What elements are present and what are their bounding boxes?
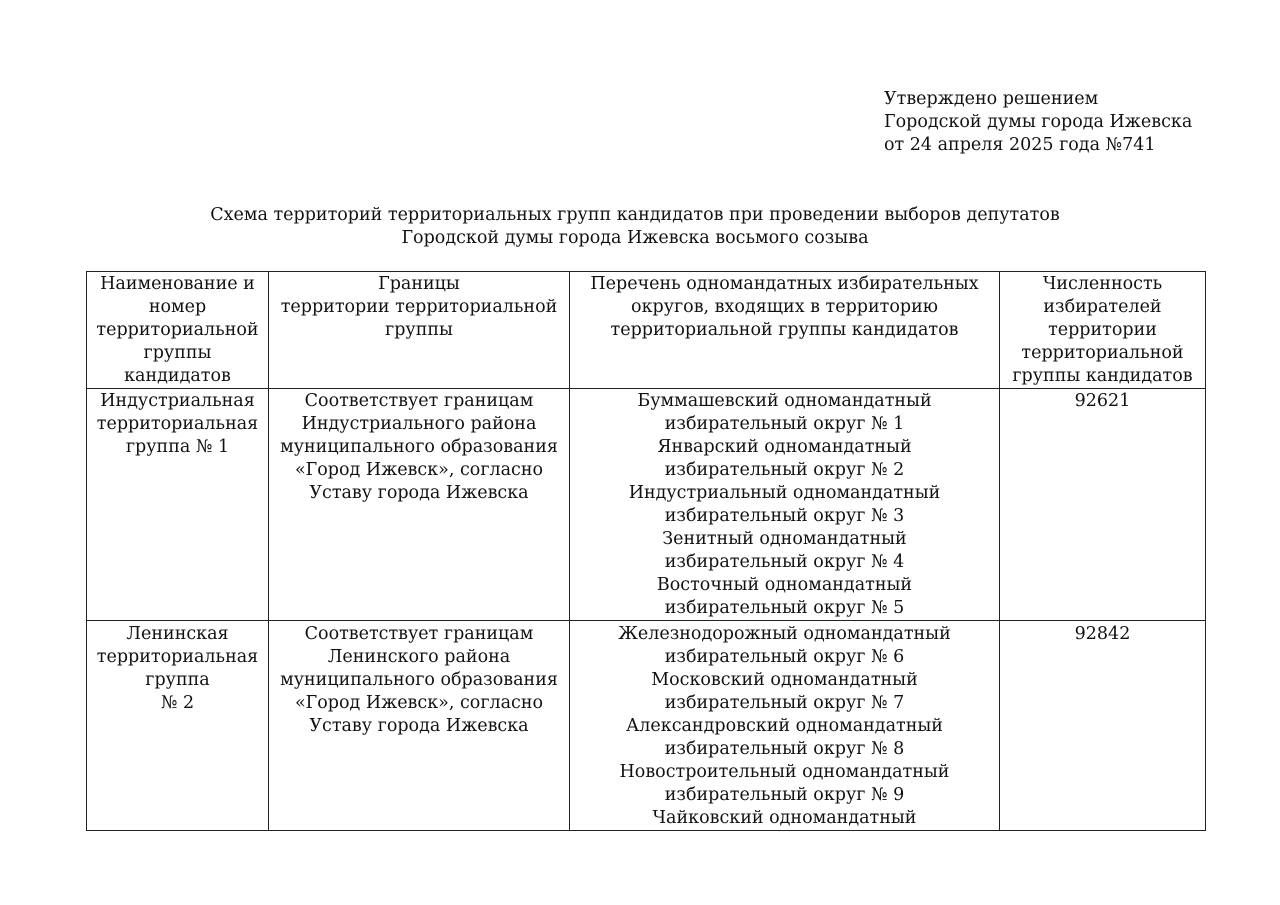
district-list-cell xyxy=(570,621,1000,831)
bounds-line: «Город Ижевск», согласно xyxy=(294,460,544,480)
district-line: избирательный округ № 4 xyxy=(664,552,905,572)
district-line: Чайковский одномандатный xyxy=(652,808,917,828)
header-count-line: Численность xyxy=(1042,274,1163,294)
bounds-line: Соответствует границам xyxy=(304,624,534,644)
district-list-cell xyxy=(570,389,1000,621)
district-line: Индустриальный одномандатный xyxy=(628,483,941,503)
header-bounds xyxy=(269,272,570,389)
territories-table xyxy=(86,271,1206,831)
district-line: Московский одномандатный xyxy=(651,670,918,690)
district-line: Буммашевский одномандатный xyxy=(637,391,932,411)
approval-stamp xyxy=(884,88,1192,157)
district-line: Железнодорожный одномандатный xyxy=(618,624,951,644)
document-title-line-2: Городской думы города Ижевска восьмого созыва xyxy=(401,228,869,248)
bounds-line: Уставу города Ижевска xyxy=(309,716,529,736)
district-line: избирательный округ № 7 xyxy=(664,693,905,713)
document-title xyxy=(0,204,1270,250)
header-name-line: группы xyxy=(143,343,212,363)
header-district-list xyxy=(570,272,1000,389)
header-count-line: группы кандидатов xyxy=(1012,366,1193,386)
header-bounds-line: Границы xyxy=(378,274,460,294)
bounds-line: муниципального образования xyxy=(280,670,558,690)
table-row xyxy=(87,389,1206,621)
header-list-line: территориальной группы кандидатов xyxy=(610,320,959,340)
voter-count-cell xyxy=(1000,621,1206,831)
bounds-line: «Город Ижевск», согласно xyxy=(294,693,544,713)
group-bounds-cell xyxy=(269,621,570,831)
approval-line-3: от 24 апреля 2025 года №741 xyxy=(884,135,1156,155)
district-line: избирательный округ № 6 xyxy=(664,647,905,667)
header-count-line: территории xyxy=(1048,320,1157,340)
header-name-line: Наименование и xyxy=(100,274,255,294)
voter-count-cell xyxy=(1000,389,1206,621)
header-count-line: территориальной xyxy=(1021,343,1184,363)
group-bounds-cell xyxy=(269,389,570,621)
table-header-row xyxy=(87,272,1206,389)
group-name-cell xyxy=(87,621,269,831)
district-line: избирательный округ № 2 xyxy=(664,460,905,480)
bounds-line: Ленинского района xyxy=(327,647,511,667)
header-bounds-line: группы xyxy=(385,320,453,340)
bounds-line: муниципального образования xyxy=(280,437,558,457)
approval-line-1: Утверждено решением xyxy=(884,89,1099,109)
district-line: избирательный округ № 8 xyxy=(664,739,905,759)
header-voter-count xyxy=(1000,272,1206,389)
bounds-line: Индустриального района xyxy=(301,414,537,434)
district-line: избирательный округ № 5 xyxy=(664,598,905,618)
document-title-line-1: Схема территорий территориальных групп кандидатов при проведении выборов депутатов xyxy=(210,205,1060,225)
bounds-line: Соответствует границам xyxy=(304,391,534,411)
district-line: Зенитный одномандатный xyxy=(662,529,907,549)
district-line: избирательный округ № 9 xyxy=(664,785,905,805)
table-row xyxy=(87,621,1206,831)
header-count-line: избирателей xyxy=(1043,297,1162,317)
header-name-line: территориальной xyxy=(96,320,259,340)
voter-count: 92621 xyxy=(1074,391,1131,411)
bounds-line: Уставу города Ижевска xyxy=(309,483,529,503)
header-name xyxy=(87,272,269,389)
group-name-line: Ленинская xyxy=(126,624,229,644)
group-name-line: № 2 xyxy=(160,693,195,713)
district-line: Александровский одномандатный xyxy=(626,716,943,736)
group-name-cell xyxy=(87,389,269,621)
district-line: избирательный округ № 3 xyxy=(664,506,905,526)
group-name-line: Индустриальная xyxy=(100,391,255,411)
header-list-line: округов, входящих в территорию xyxy=(631,297,938,317)
group-name-line: территориальная xyxy=(96,414,259,434)
approval-line-2: Городской думы города Ижевска xyxy=(884,112,1193,132)
district-line: Январский одномандатный xyxy=(657,437,912,457)
header-list-line: Перечень одномандатных избирательных xyxy=(590,274,979,294)
group-name-line: группа № 1 xyxy=(125,437,230,457)
header-name-line: кандидатов xyxy=(124,366,231,386)
district-line: Новостроительный одномандатный xyxy=(619,762,950,782)
voter-count: 92842 xyxy=(1074,624,1131,644)
district-line: избирательный округ № 1 xyxy=(664,414,905,434)
group-name-line: территориальная xyxy=(96,647,259,667)
group-name-line: группа xyxy=(145,670,210,690)
header-bounds-line: территории территориальной xyxy=(280,297,558,317)
header-name-line: номер xyxy=(148,297,207,317)
district-line: Восточный одномандатный xyxy=(656,575,913,595)
